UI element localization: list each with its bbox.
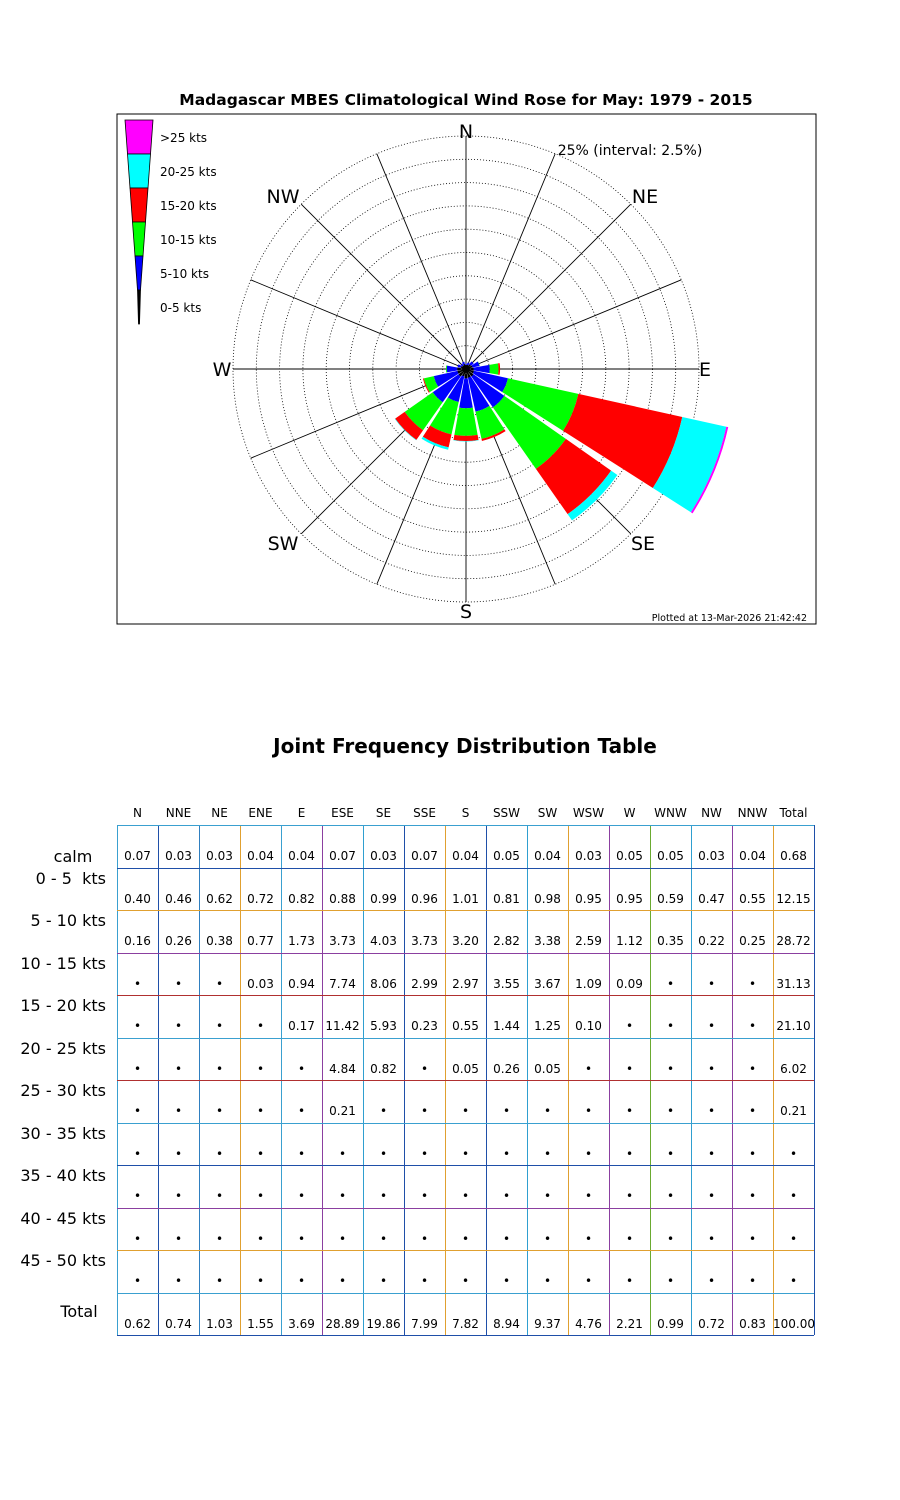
table-cell: 2.82 [493, 934, 520, 948]
table-cell: 1.73 [288, 934, 315, 948]
table-cell: • [215, 1232, 224, 1246]
col-header-nnw: NNW [737, 806, 768, 820]
table-cell: • [133, 1232, 142, 1246]
table-hline [117, 995, 814, 996]
table-cell: 3.67 [534, 977, 561, 991]
table-cell: • [748, 1104, 757, 1118]
table-cell: 0.95 [616, 892, 643, 906]
compass-S: S [459, 601, 473, 623]
table-cell: 7.99 [411, 1317, 438, 1331]
table-cell: • [256, 1189, 265, 1203]
table-cell: • [748, 1019, 757, 1033]
table-cell: • [666, 1189, 675, 1203]
table-cell: • [707, 1104, 716, 1118]
table-cell: 0.40 [124, 892, 151, 906]
table-cell: 9.37 [534, 1317, 561, 1331]
table-cell: • [707, 1019, 716, 1033]
table-cell: 12.15 [776, 892, 811, 906]
table-cell: 0.23 [411, 1019, 438, 1033]
table-hline [117, 953, 814, 954]
table-cell: • [748, 977, 757, 991]
chart-title: Madagascar MBES Climatological Wind Rose for May: 1979 - 2015 [179, 91, 753, 109]
table-cell: 0.04 [452, 849, 479, 863]
table-cell: • [502, 1147, 511, 1161]
table-cell: • [666, 977, 675, 991]
table-cell: 2.59 [575, 934, 602, 948]
spoke-NNE [466, 154, 555, 369]
table-cell: • [133, 1274, 142, 1288]
table-cell: • [543, 1147, 552, 1161]
table-cell: • [625, 1019, 634, 1033]
table-cell: 19.86 [366, 1317, 401, 1331]
compass-N: N [458, 121, 474, 143]
legend-label-1: 20-25 kts [160, 165, 217, 179]
table-cell: • [666, 1274, 675, 1288]
table-cell: 0.38 [206, 934, 233, 948]
row-label: 5 - 10 kts [30, 911, 106, 930]
table-cell: • [420, 1274, 429, 1288]
table-cell: • [174, 1019, 183, 1033]
table-cell: • [215, 1062, 224, 1076]
table-hline [117, 1293, 814, 1294]
spoke-ENE [466, 280, 681, 369]
table-cell: 0.03 [370, 849, 397, 863]
table-hline [117, 1335, 814, 1336]
table-cell: • [215, 1274, 224, 1288]
table-cell: • [707, 1062, 716, 1076]
table-cell: 3.38 [534, 934, 561, 948]
table-cell: • [584, 1232, 593, 1246]
table-cell: 0.62 [124, 1317, 151, 1331]
col-header-ese: ESE [331, 806, 354, 820]
table-cell: 1.12 [616, 934, 643, 948]
table-cell: • [379, 1147, 388, 1161]
row-label: 20 - 25 kts [20, 1039, 106, 1058]
spoke-NE [466, 204, 631, 369]
table-cell: 28.89 [325, 1317, 360, 1331]
table-cell: 11.42 [325, 1019, 360, 1033]
table-cell: 2.21 [616, 1317, 643, 1331]
row-label: 0 - 5 kts [35, 869, 106, 888]
table-cell: • [379, 1189, 388, 1203]
table-cell: 0.04 [739, 849, 766, 863]
table-cell: • [297, 1147, 306, 1161]
wind-petals [395, 361, 728, 520]
table-cell: • [174, 1274, 183, 1288]
table-cell: • [666, 1147, 675, 1161]
table-cell: • [338, 1189, 347, 1203]
table-cell: • [584, 1274, 593, 1288]
table-cell: 3.73 [329, 934, 356, 948]
table-cell: 4.84 [329, 1062, 356, 1076]
table-hline [117, 1250, 814, 1251]
row-label: Total [60, 1302, 98, 1321]
table-hline [117, 868, 814, 869]
table-cell: 0.04 [534, 849, 561, 863]
table-cell: 0.72 [698, 1317, 725, 1331]
row-label: 30 - 35 kts [20, 1124, 106, 1143]
table-cell: • [461, 1189, 470, 1203]
table-cell: • [584, 1062, 593, 1076]
legend-swatch-2 [130, 188, 148, 222]
table-cell: 0.95 [575, 892, 602, 906]
table-cell: • [461, 1274, 470, 1288]
table-cell: • [789, 1232, 798, 1246]
table-cell: • [256, 1274, 265, 1288]
scale-label: 25% (interval: 2.5%) [557, 143, 703, 159]
table-cell: • [748, 1189, 757, 1203]
table-cell: • [420, 1062, 429, 1076]
table-cell: 1.01 [452, 892, 479, 906]
spoke-WNW [251, 280, 466, 369]
compass-SE: SE [630, 533, 656, 555]
table-cell: • [584, 1147, 593, 1161]
table-cell: 1.03 [206, 1317, 233, 1331]
table-cell: • [502, 1189, 511, 1203]
table-cell: • [584, 1189, 593, 1203]
table-cell: • [789, 1274, 798, 1288]
table-cell: 3.20 [452, 934, 479, 948]
table-cell: • [174, 1232, 183, 1246]
petal-WNW-510kts [457, 364, 461, 368]
table-cell: 0.05 [452, 1062, 479, 1076]
table-cell: 0.55 [739, 892, 766, 906]
legend-swatch-3 [133, 222, 146, 256]
row-label: calm [53, 847, 93, 866]
table-cell: 0.99 [370, 892, 397, 906]
petal-E-1015kts [489, 363, 498, 374]
table-cell: • [625, 1274, 634, 1288]
col-header-wsw: WSW [572, 806, 605, 820]
col-header-n: N [133, 806, 142, 820]
table-cell: • [707, 1189, 716, 1203]
table-cell: • [133, 1147, 142, 1161]
table-cell: 0.55 [452, 1019, 479, 1033]
table-cell: 0.94 [288, 977, 315, 991]
table-cell: • [338, 1274, 347, 1288]
col-header-sw: SW [537, 806, 558, 820]
table-cell: 0.17 [288, 1019, 315, 1033]
table-cell: • [502, 1104, 511, 1118]
table-cell: 0.21 [780, 1104, 807, 1118]
table-cell: 0.07 [124, 849, 151, 863]
table-cell: 0.96 [411, 892, 438, 906]
table-cell: • [297, 1062, 306, 1076]
table-cell: 0.04 [288, 849, 315, 863]
table-cell: 0.99 [657, 1317, 684, 1331]
table-vline [814, 825, 815, 1335]
table-cell: 0.03 [575, 849, 602, 863]
table-cell: • [256, 1147, 265, 1161]
table-cell: • [297, 1274, 306, 1288]
table-cell: 21.10 [776, 1019, 811, 1033]
legend [125, 120, 217, 324]
col-header-ene: ENE [248, 806, 273, 820]
table-cell: • [666, 1062, 675, 1076]
table-cell: 0.98 [534, 892, 561, 906]
compass-SW: SW [267, 533, 299, 555]
table-cell: • [543, 1274, 552, 1288]
table-cell: • [461, 1147, 470, 1161]
table-cell: • [215, 1189, 224, 1203]
table-cell: • [707, 977, 716, 991]
table-cell: • [461, 1232, 470, 1246]
table-cell: 8.06 [370, 977, 397, 991]
table-cell: • [748, 1062, 757, 1076]
table-cell: • [420, 1104, 429, 1118]
table-cell: • [543, 1104, 552, 1118]
table-cell: 4.03 [370, 934, 397, 948]
table-cell: 0.82 [370, 1062, 397, 1076]
table-cell: 0.05 [616, 849, 643, 863]
table-cell: 4.76 [575, 1317, 602, 1331]
table-cell: 0.77 [247, 934, 274, 948]
row-label: 25 - 30 kts [20, 1081, 106, 1100]
table-cell: • [420, 1232, 429, 1246]
table-cell: • [502, 1274, 511, 1288]
table-cell: • [215, 1019, 224, 1033]
table-cell: • [174, 1147, 183, 1161]
table-cell: • [625, 1189, 634, 1203]
table-cell: 0.35 [657, 934, 684, 948]
table-cell: • [666, 1232, 675, 1246]
legend-label-3: 10-15 kts [160, 233, 217, 247]
row-label: 10 - 15 kts [20, 954, 106, 973]
legend-swatch-1 [128, 154, 151, 188]
table-cell: • [707, 1147, 716, 1161]
table-cell: 6.02 [780, 1062, 807, 1076]
table-cell: • [256, 1232, 265, 1246]
table-cell: 0.07 [329, 849, 356, 863]
table-cell: • [297, 1232, 306, 1246]
table-cell: • [256, 1019, 265, 1033]
table-cell: • [256, 1062, 265, 1076]
compass-NW: NW [266, 186, 300, 208]
table-cell: • [379, 1104, 388, 1118]
table-hline [117, 1080, 814, 1081]
table-cell: 0.03 [698, 849, 725, 863]
petal-S-1015kts [454, 408, 477, 436]
table-cell: • [461, 1104, 470, 1118]
table-hline [117, 825, 814, 826]
table-cell: • [748, 1232, 757, 1246]
col-header-e: E [297, 806, 306, 820]
table-cell: • [379, 1232, 388, 1246]
table-cell: 0.82 [288, 892, 315, 906]
compass-W: W [212, 359, 232, 381]
col-header-se: SE [375, 806, 392, 820]
plotted-timestamp: Plotted at 13-Mar-2026 21:42:42 [651, 613, 807, 624]
table-cell: • [133, 1019, 142, 1033]
table-cell: • [133, 1104, 142, 1118]
table-hline [117, 1038, 814, 1039]
table-cell: • [215, 1104, 224, 1118]
table-cell: 2.97 [452, 977, 479, 991]
table-hline [117, 910, 814, 911]
table-cell: 3.73 [411, 934, 438, 948]
legend-label-2: 15-20 kts [160, 199, 217, 213]
legend-label-0: >25 kts [160, 131, 208, 145]
table-cell: • [625, 1232, 634, 1246]
table-cell: • [707, 1274, 716, 1288]
col-header-nw: NW [701, 806, 722, 820]
table-cell: 8.94 [493, 1317, 520, 1331]
table-cell: 0.09 [616, 977, 643, 991]
table-hline [117, 1123, 814, 1124]
table-cell: • [420, 1189, 429, 1203]
table-cell: 3.69 [288, 1317, 315, 1331]
table-hline [117, 1165, 814, 1166]
table-cell: • [338, 1147, 347, 1161]
table-cell: • [297, 1104, 306, 1118]
table-cell: • [174, 1189, 183, 1203]
table-cell: • [215, 1147, 224, 1161]
row-label: 45 - 50 kts [20, 1251, 106, 1270]
legend-swatch-0 [125, 120, 153, 154]
table-cell: • [174, 1062, 183, 1076]
table-cell: • [748, 1147, 757, 1161]
table-cell: • [297, 1189, 306, 1203]
table-cell: 0.10 [575, 1019, 602, 1033]
table-cell: • [133, 977, 142, 991]
table-cell: 0.05 [534, 1062, 561, 1076]
table-cell: 3.55 [493, 977, 520, 991]
table-cell: 1.25 [534, 1019, 561, 1033]
table-cell: • [174, 1104, 183, 1118]
table-cell: 1.09 [575, 977, 602, 991]
table-cell: 0.72 [247, 892, 274, 906]
table-cell: • [133, 1062, 142, 1076]
table-cell: 0.22 [698, 934, 725, 948]
table-cell: • [215, 977, 224, 991]
table-cell: 0.03 [247, 977, 274, 991]
row-label: 15 - 20 kts [20, 996, 106, 1015]
col-header-w: W [623, 806, 636, 820]
table-cell: • [543, 1232, 552, 1246]
table-cell: • [543, 1189, 552, 1203]
col-header-nne: NNE [165, 806, 192, 820]
wind-rose-chart [0, 0, 900, 700]
spoke-NNW [377, 154, 466, 369]
table-cell: 0.83 [739, 1317, 766, 1331]
spoke-NW [301, 204, 466, 369]
legend-label-4: 5-10 kts [160, 267, 209, 281]
table-cell: 0.05 [657, 849, 684, 863]
legend-label-5: 0-5 kts [160, 301, 202, 315]
table-cell: 28.72 [776, 934, 811, 948]
table-cell: 0.88 [329, 892, 356, 906]
table-cell: 2.99 [411, 977, 438, 991]
table-cell: • [133, 1189, 142, 1203]
table-cell: 0.26 [493, 1062, 520, 1076]
table-cell: • [789, 1147, 798, 1161]
col-header-wnw: WNW [654, 806, 687, 820]
table-hline [117, 1208, 814, 1209]
table-cell: 0.03 [206, 849, 233, 863]
legend-swatch-5 [138, 290, 141, 324]
table-cell: 0.47 [698, 892, 725, 906]
table-cell: • [584, 1104, 593, 1118]
center-dot [462, 365, 470, 373]
table-cell: 0.62 [206, 892, 233, 906]
table-cell: • [748, 1274, 757, 1288]
table-title: Joint Frequency Distribution Table [273, 734, 657, 758]
table-cell: • [789, 1189, 798, 1203]
legend-swatch-4 [135, 256, 143, 290]
table-cell: • [174, 977, 183, 991]
table-cell: • [625, 1147, 634, 1161]
table-cell: 0.04 [247, 849, 274, 863]
compass-NE: NE [631, 186, 659, 208]
col-header-ne: NE [211, 806, 228, 820]
table-cell: 7.82 [452, 1317, 479, 1331]
col-header-s: S [461, 806, 470, 820]
table-cell: 0.81 [493, 892, 520, 906]
table-cell: • [338, 1232, 347, 1246]
table-cell: • [379, 1274, 388, 1288]
table-cell: • [256, 1104, 265, 1118]
table-cell: 0.26 [165, 934, 192, 948]
table-cell: 0.07 [411, 849, 438, 863]
table-cell: • [625, 1104, 634, 1118]
table-cell: 1.55 [247, 1317, 274, 1331]
table-cell: 31.13 [776, 977, 811, 991]
table-cell: 0.05 [493, 849, 520, 863]
table-cell: 7.74 [329, 977, 356, 991]
table-cell: 5.93 [370, 1019, 397, 1033]
col-header-sse: SSE [413, 806, 436, 820]
compass-E: E [698, 359, 712, 381]
col-header-ssw: SSW [492, 806, 521, 820]
table-cell: • [625, 1062, 634, 1076]
table-cell: 0.21 [329, 1104, 356, 1118]
table-cell: 0.74 [165, 1317, 192, 1331]
table-cell: 0.46 [165, 892, 192, 906]
table-cell: 100.00 [773, 1317, 815, 1331]
table-cell: • [707, 1232, 716, 1246]
table-cell: • [420, 1147, 429, 1161]
table-cell: 0.25 [739, 934, 766, 948]
col-header-total: Total [779, 806, 808, 820]
table-cell: • [666, 1104, 675, 1118]
table-cell: 0.03 [165, 849, 192, 863]
table-cell: 0.16 [124, 934, 151, 948]
row-label: 40 - 45 kts [20, 1209, 106, 1228]
row-label: 35 - 40 kts [20, 1166, 106, 1185]
table-cell: • [666, 1019, 675, 1033]
table-cell: 0.68 [780, 849, 807, 863]
table-cell: 1.44 [493, 1019, 520, 1033]
table-cell: • [502, 1232, 511, 1246]
table-cell: 0.59 [657, 892, 684, 906]
